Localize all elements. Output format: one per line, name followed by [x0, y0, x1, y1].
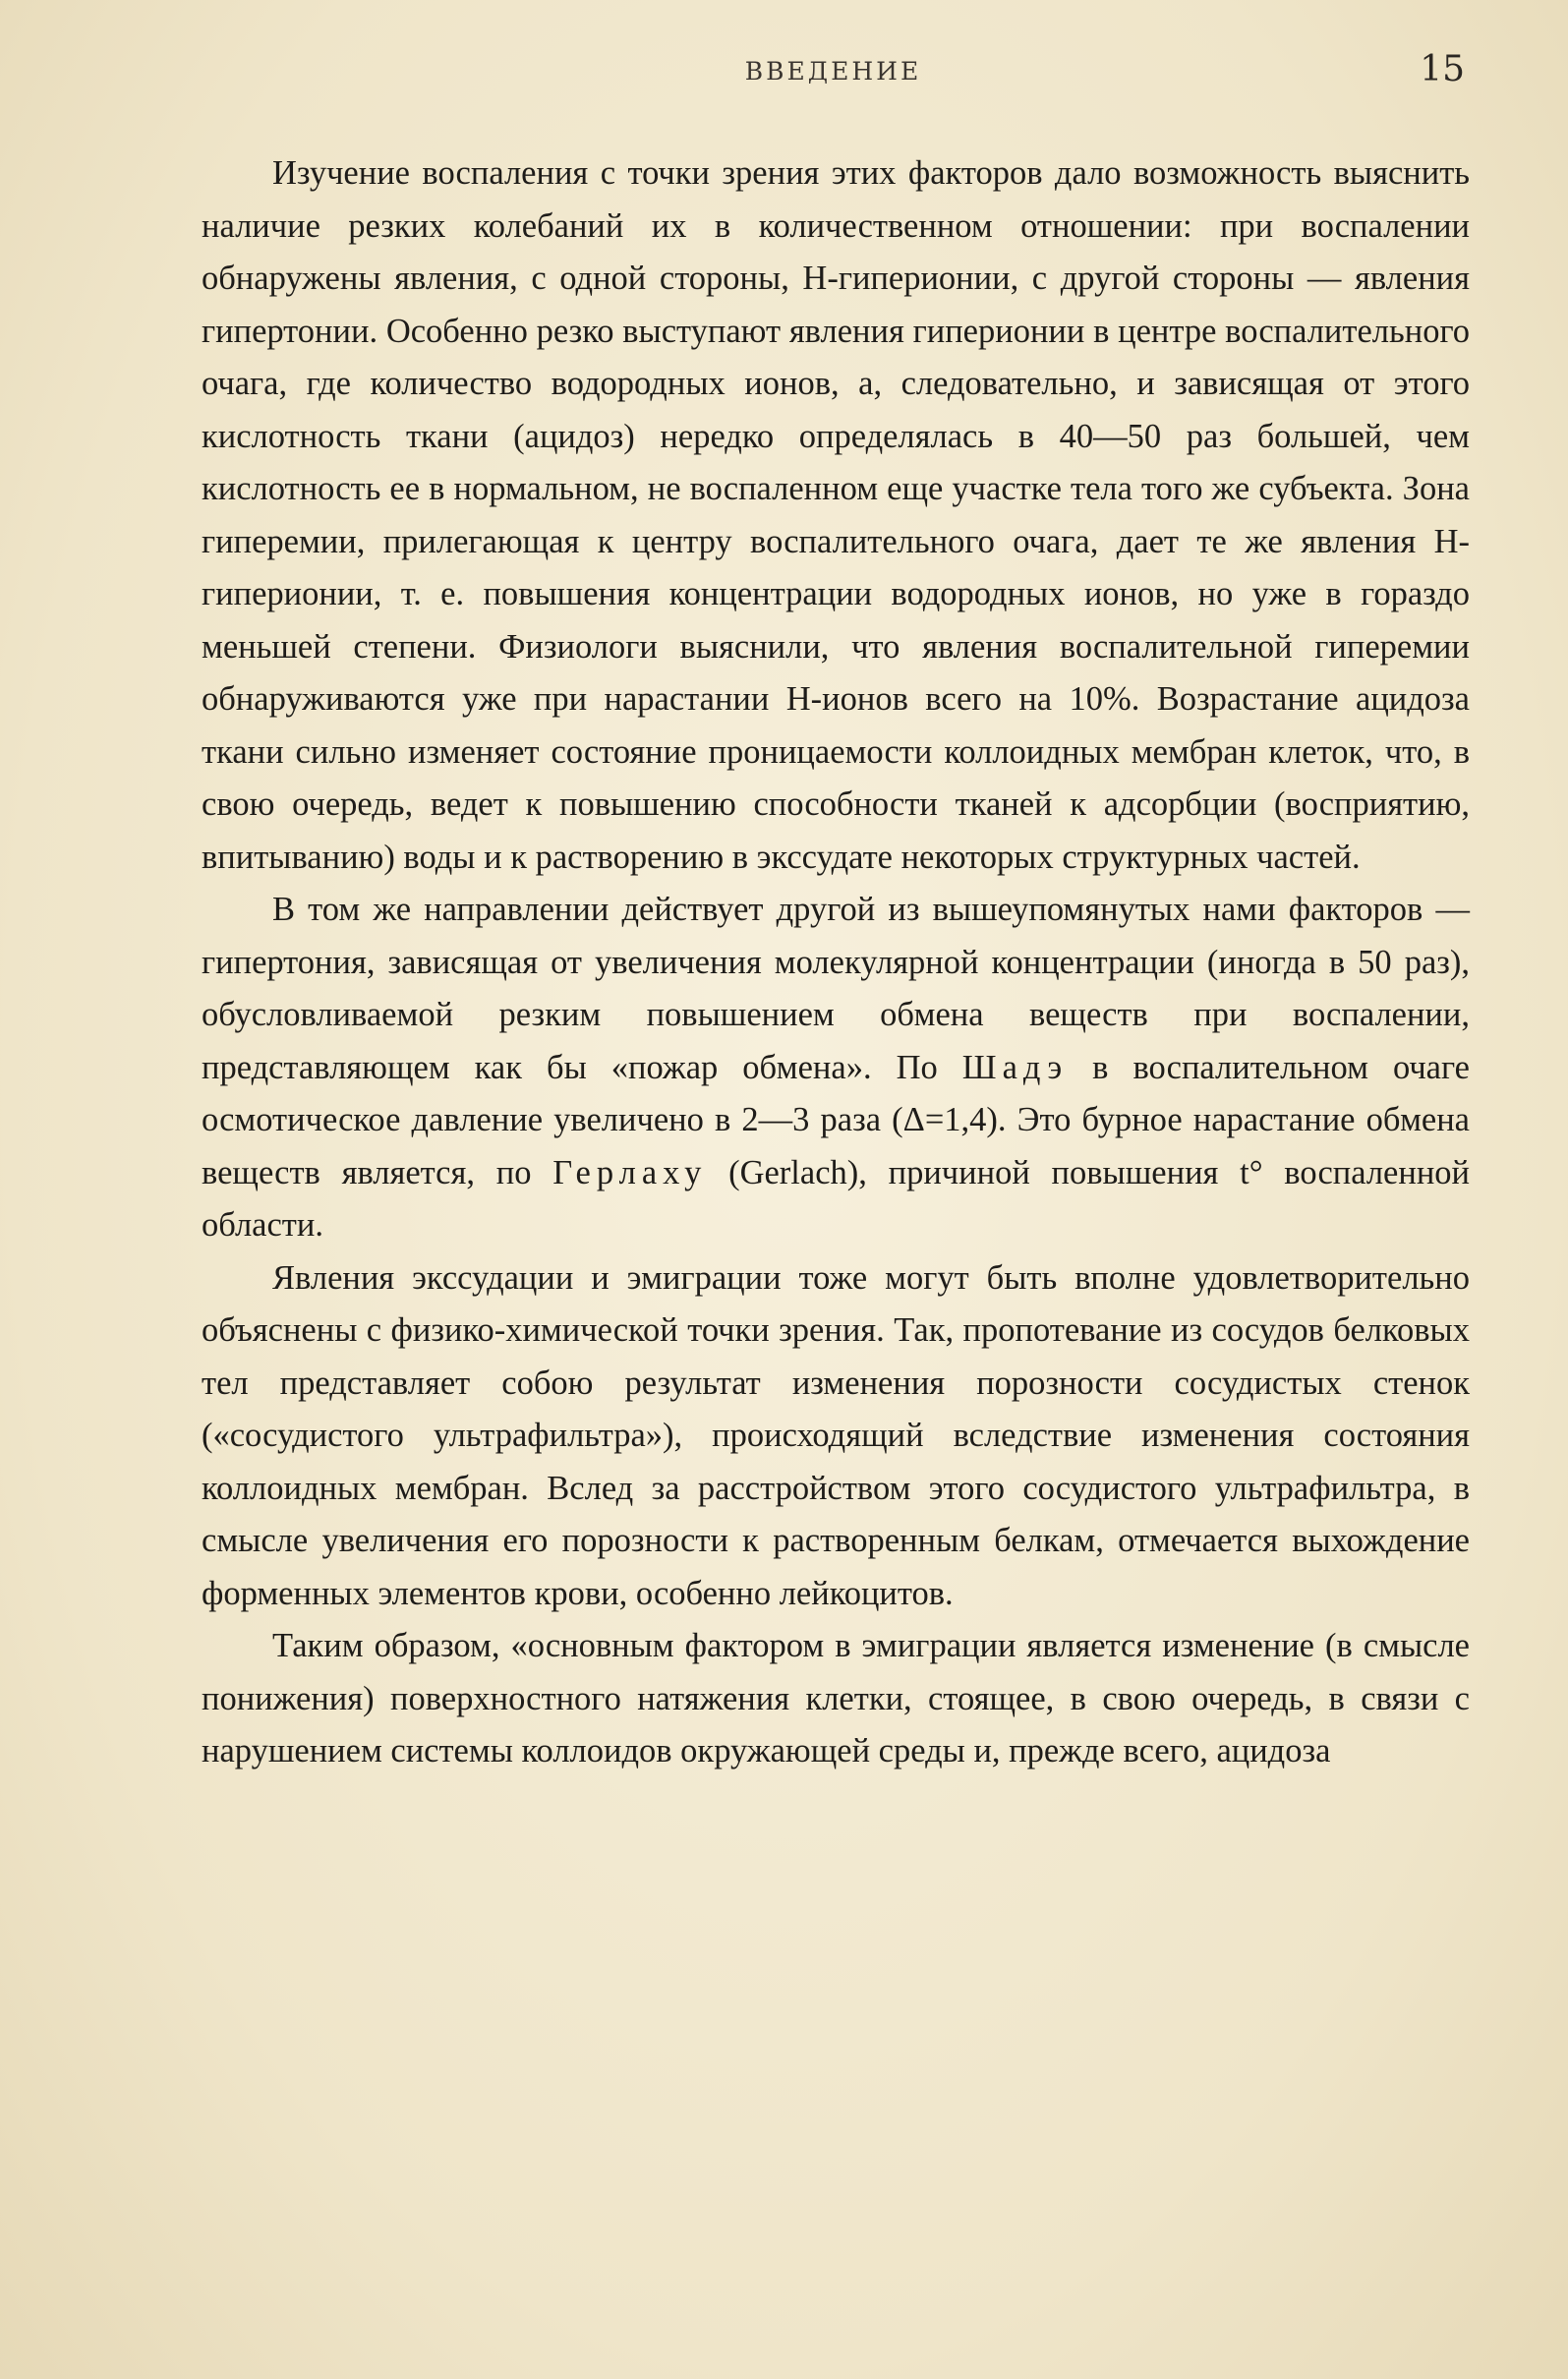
- paragraph-4: [202, 1620, 1470, 1778]
- paragraph-2: [202, 884, 1470, 1252]
- body-text: [202, 147, 1470, 1778]
- author-name-gerlach: Герлаху: [552, 1153, 708, 1191]
- paragraph-2-text-c: (Gerlach), причиной повышения t° воспаленной области.: [202, 1153, 1471, 1244]
- paragraph-3: [202, 1252, 1470, 1621]
- page-header: [202, 49, 1465, 96]
- paragraph-4-text: Таким образом, «основным фактором в эмиграции является изменение (в смысле понижения) поверхностного натяжения клетки, стоящее, в свою очередь, в связи с нарушением системы коллоидов окружающей среды и, прежде всего, ацидоза: [202, 1627, 1470, 1770]
- paragraph-2-text-a: В том же направлении действует другой из вышеупомянутых нами факторов — гипертония, зависящая от увеличения молекулярной концентрации (иногда в 50 раз), обусловливаемой резким повышением обмена веществ при воспалении, представляющем как бы «пожар обмена». По: [202, 891, 1470, 1086]
- paragraph-1: [202, 147, 1470, 884]
- paragraph-2-text-b: в воспалительном очаге осмотическое давление увеличено в 2—3 раза (Δ=1,4). Это бурное нарастание обмена веществ является, по: [202, 1048, 1470, 1191]
- running-head: ВВЕДЕНИЕ: [744, 57, 922, 86]
- author-name-schade: Шадэ: [961, 1048, 1069, 1086]
- paragraph-1-text: Изучение воспаления с точки зрения этих факторов дало возможность выяснить наличие резких колебаний их в количественном отношении: при воспалении обнаружены явления, с одной стороны, Н-гиперионии, с другой стороны — явления гипертонии. Особенно резко выступают явления гиперионии в центре воспалительного очага, где количество водородных ионов, а, следовательно, и зависящая от этого кислотность ткани (ацидоз) нередко определялась в 40—50 раз большей, чем кислотность ее в нормальном, не воспаленном еще участке тела того же субъекта. Зона гиперемии, прилегающая к центру воспалительного очага, дает те же явления Н-гиперионии, т. е. повышения концентрации водородных ионов, но уже в гораздо меньшей степени. Физиологи выяснили, что явления воспалительной гиперемии обнаруживаются уже при нарастании Н-ионов всего на 10%. Возрастание ацидоза ткани сильно изменяет состояние проницаемости коллоидных мембран клеток, что, в свою очередь, ведет к повышению способности тканей к адсорбции (восприятию, впитыванию) воды и к растворению в экссудате некоторых структурных частей.: [202, 154, 1470, 876]
- paragraph-3-text: Явления экссудации и эмиграции тоже могут быть вполне удовлетворительно объяснены с физико-химической точки зрения. Так, пропотевание из сосудов белковых тел представляет собою результат изменения порозности сосудистых стенок («сосудистого ультрафильтра»), происходящий вследствие изменения состояния коллоидных мембран. Вслед за расстройством этого сосудистого ультрафильтра, в смысле увеличения его порозности к растворенным белкам, отмечается выхождение форменных элементов крови, особенно лейкоцитов.: [202, 1258, 1470, 1612]
- page-number: 15: [1420, 49, 1465, 89]
- library-stamp-shadow: [329, 2295, 1116, 2354]
